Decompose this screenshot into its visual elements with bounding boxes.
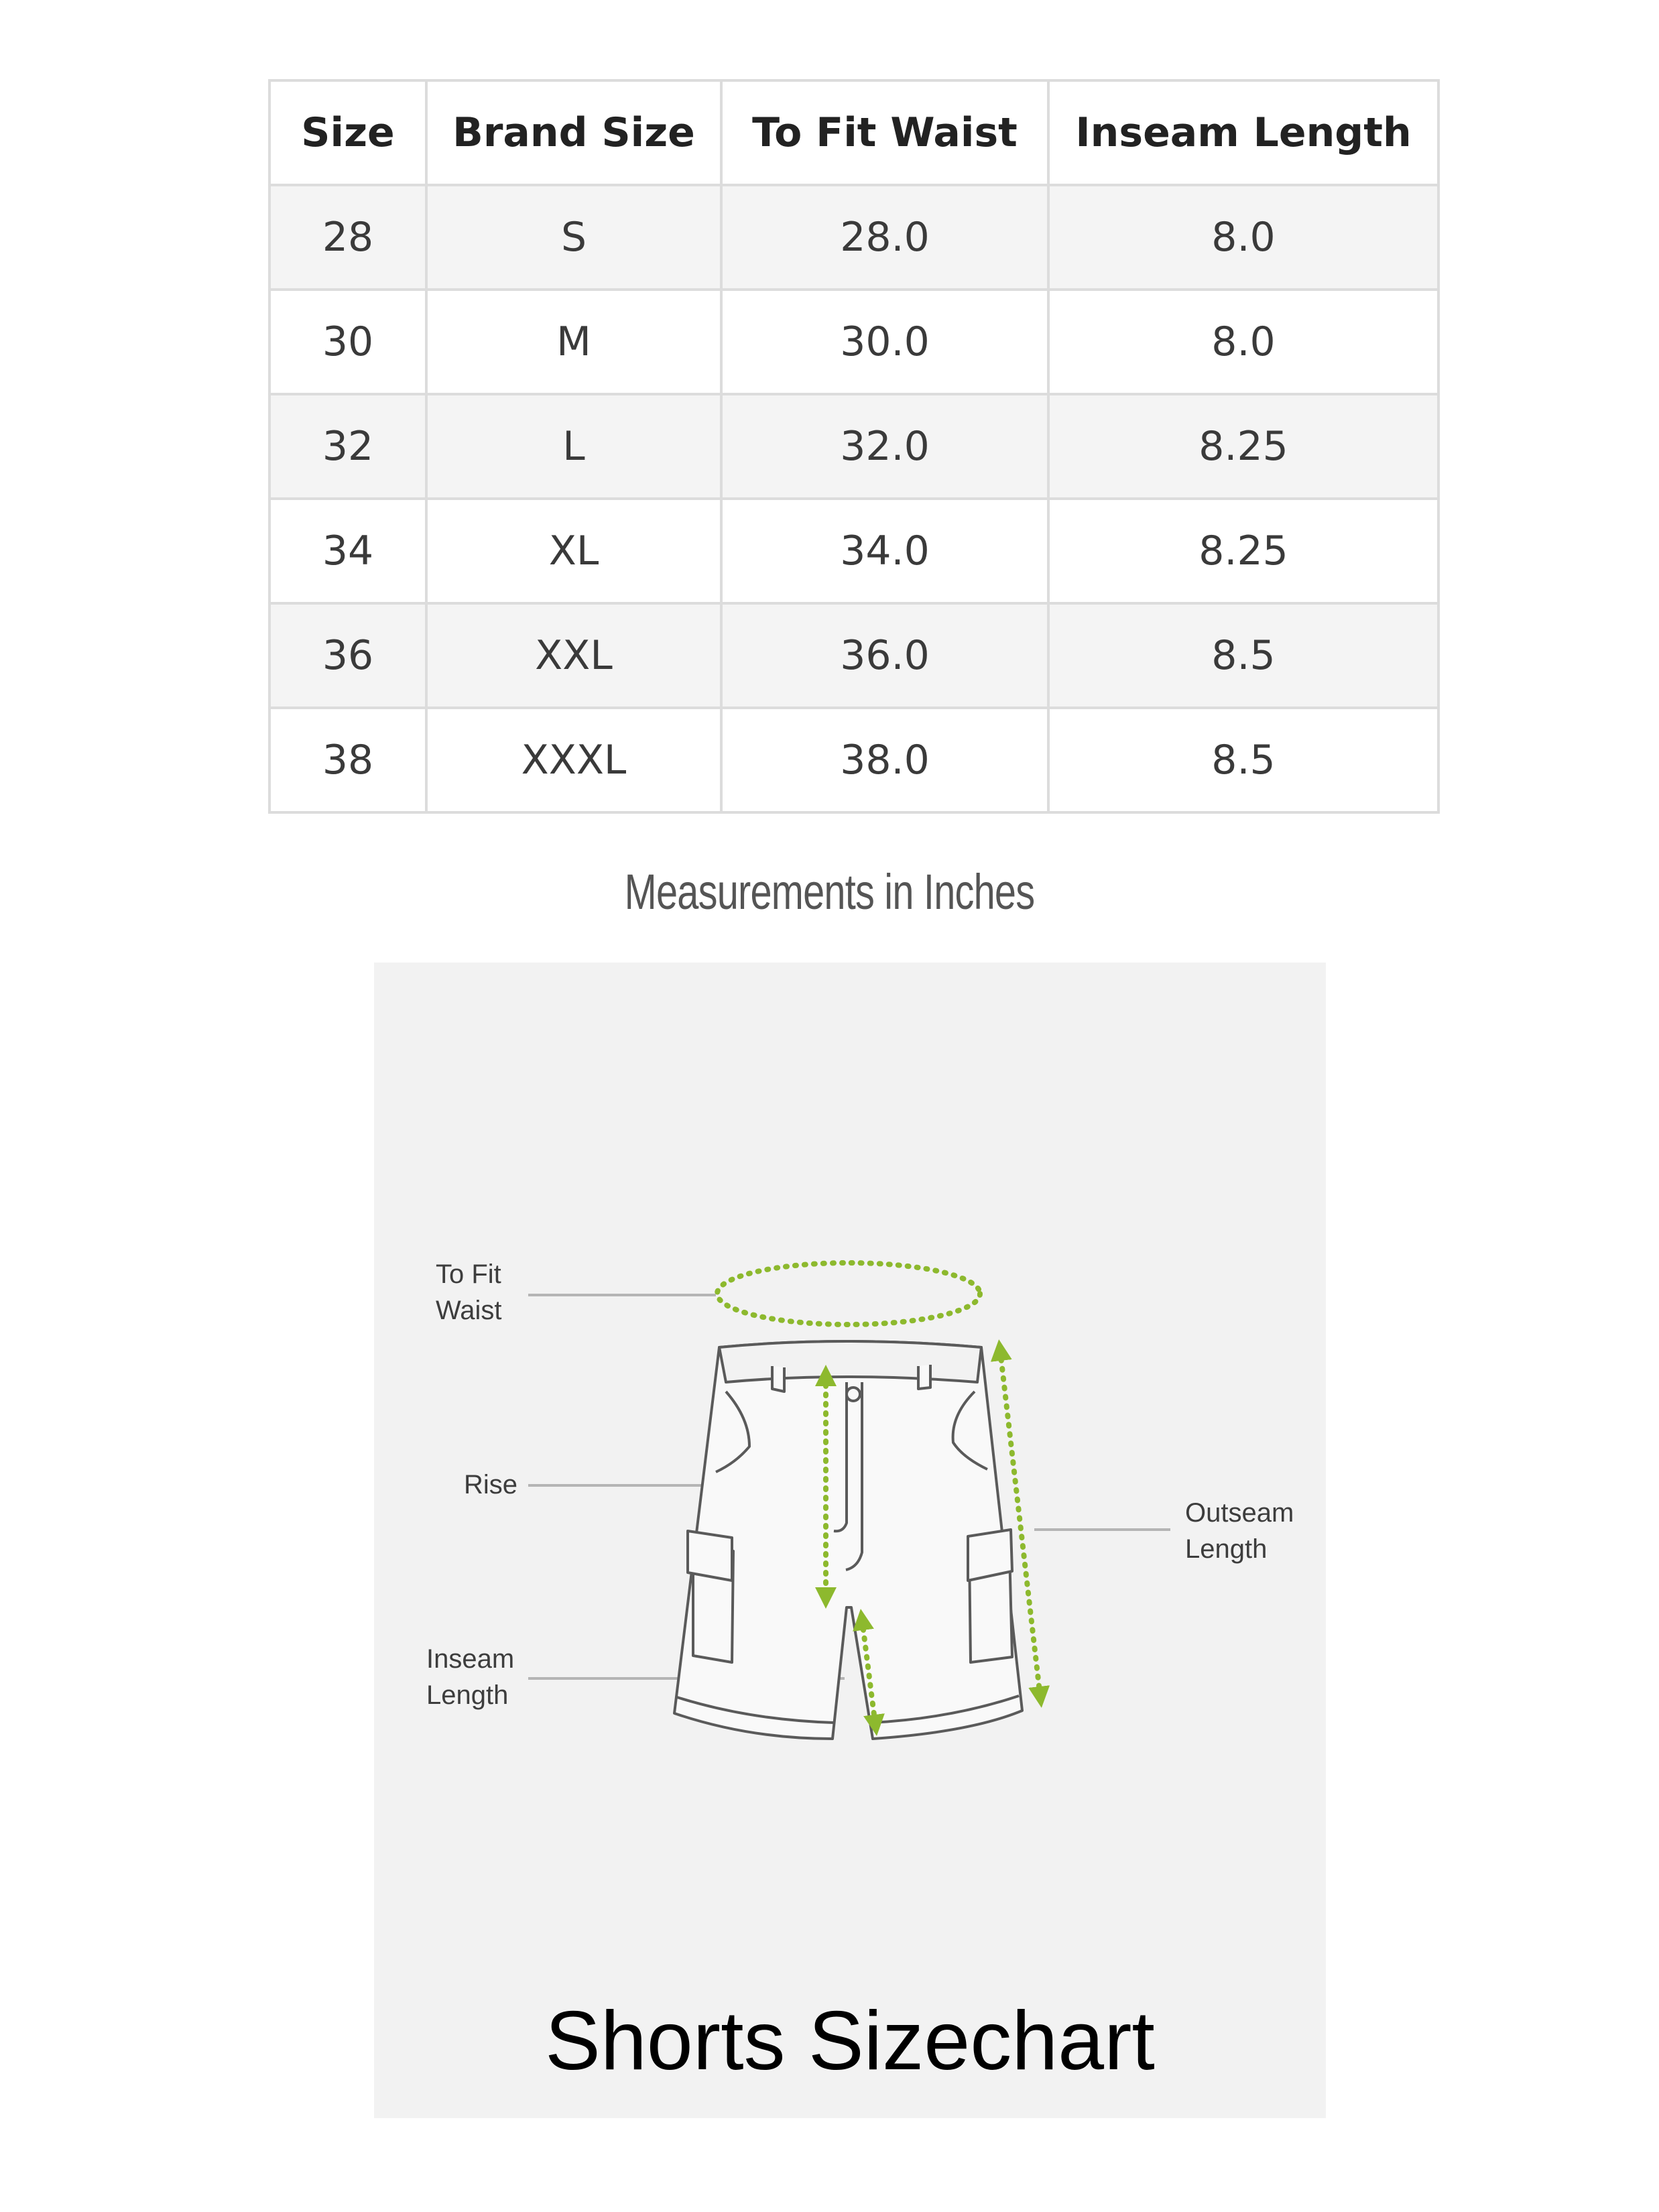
cell-size: 32 (269, 394, 426, 499)
shorts-outline (674, 1341, 1022, 1739)
size-table-header (269, 80, 1438, 185)
label-to-fit-waist-line2: Waist (436, 1296, 502, 1325)
label-inseam-length (426, 1641, 514, 1713)
cell-inseam: 8.5 (1048, 603, 1438, 708)
label-inseam-line2: Length (426, 1680, 509, 1710)
table-row (269, 394, 1438, 499)
cell-brand-size: S (426, 185, 721, 290)
label-outseam-line2: Length (1185, 1534, 1268, 1564)
cell-waist: 36.0 (721, 603, 1048, 708)
waist-measure-ellipse (717, 1263, 980, 1325)
cell-brand-size: L (426, 394, 721, 499)
cell-waist: 38.0 (721, 708, 1048, 812)
cell-waist: 32.0 (721, 394, 1048, 499)
header-brand-size: Brand Size (426, 80, 721, 185)
cell-brand-size: XXXL (426, 708, 721, 812)
cell-waist: 30.0 (721, 290, 1048, 394)
cell-brand-size: XL (426, 499, 721, 603)
cell-size: 36 (269, 603, 426, 708)
shorts-diagram-panel (374, 963, 1326, 2118)
label-inseam-line1: Inseam (426, 1644, 515, 1674)
label-outseam-length (1185, 1495, 1294, 1567)
cell-inseam: 8.25 (1048, 499, 1438, 603)
label-rise: Rise (464, 1470, 518, 1499)
table-row (269, 499, 1438, 603)
cell-brand-size: M (426, 290, 721, 394)
cell-inseam: 8.0 (1048, 290, 1438, 394)
header-inseam-length: Inseam Length (1048, 80, 1438, 185)
label-outseam-line1: Outseam (1185, 1498, 1294, 1528)
table-row (269, 185, 1438, 290)
shorts-illustration (374, 963, 1326, 2118)
size-table-body (269, 185, 1438, 812)
cell-waist: 34.0 (721, 499, 1048, 603)
cell-inseam: 8.5 (1048, 708, 1438, 812)
label-to-fit-waist-line1: To Fit (436, 1259, 501, 1289)
header-row (269, 80, 1438, 185)
measurement-unit-caption: Measurements in Inches (624, 864, 1035, 920)
cell-size: 34 (269, 499, 426, 603)
cell-size: 28 (269, 185, 426, 290)
header-size: Size (269, 80, 426, 185)
cell-brand-size: XXL (426, 603, 721, 708)
shorts-sizechart-title: Shorts Sizechart (545, 1995, 1155, 2087)
size-table (268, 79, 1440, 814)
label-to-fit-waist (436, 1256, 502, 1329)
cell-waist: 28.0 (721, 185, 1048, 290)
cell-size: 38 (269, 708, 426, 812)
cell-size: 30 (269, 290, 426, 394)
table-row (269, 708, 1438, 812)
header-to-fit-waist: To Fit Waist (721, 80, 1048, 185)
cell-inseam: 8.25 (1048, 394, 1438, 499)
cell-inseam: 8.0 (1048, 185, 1438, 290)
table-row (269, 603, 1438, 708)
table-row (269, 290, 1438, 394)
